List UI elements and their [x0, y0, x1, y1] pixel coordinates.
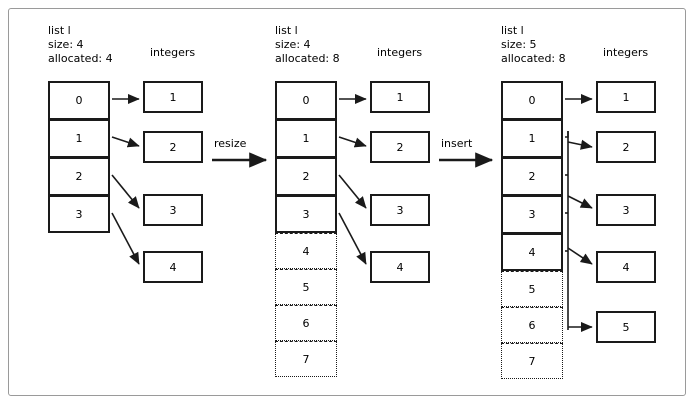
panel2-list-label: list l	[275, 24, 298, 37]
panel1-int-0: 1	[143, 81, 203, 113]
panel2-allocated-label: allocated: 8	[275, 52, 340, 65]
panel2-int-2: 3	[370, 194, 430, 226]
panel1-int-3: 4	[143, 251, 203, 283]
panel3-int-2: 3	[596, 194, 656, 226]
panel3-free-slot-6: 6	[501, 307, 563, 343]
panel1-integers-label: integers	[150, 46, 196, 59]
panel2-slot-3: 3	[275, 195, 337, 233]
panel2-slot-2: 2	[275, 157, 337, 195]
panel3-slot-2: 2	[501, 157, 563, 195]
panel3-slot-4: 4	[501, 233, 563, 271]
operation-resize-label: resize	[214, 137, 247, 150]
panel2-slot-1: 1	[275, 119, 337, 157]
panel3-slot-0: 0	[501, 81, 563, 119]
panel2-free-slot-7: 7	[275, 341, 337, 377]
panel1-list-label: list l	[48, 24, 71, 37]
panel1-slot-1: 1	[48, 119, 110, 157]
panel3-int-3: 4	[596, 251, 656, 283]
panel3-int-4: 5	[596, 311, 656, 343]
panel1-slot-0: 0	[48, 81, 110, 119]
panel2-int-3: 4	[370, 251, 430, 283]
panel2-free-slot-5: 5	[275, 269, 337, 305]
panel2-size-label: size: 4	[275, 38, 311, 51]
panel3-free-slot-5: 5	[501, 271, 563, 307]
panel2-integers-label: integers	[377, 46, 423, 59]
panel3-slot-3: 3	[501, 195, 563, 233]
panel1-int-1: 2	[143, 131, 203, 163]
panel1-slot-2: 2	[48, 157, 110, 195]
panel3-int-0: 1	[596, 81, 656, 113]
panel3-list-label: list l	[501, 24, 524, 37]
panel3-integers-label: integers	[603, 46, 649, 59]
panel1-slot-3: 3	[48, 195, 110, 233]
panel3-size-label: size: 5	[501, 38, 537, 51]
panel3-free-slot-7: 7	[501, 343, 563, 379]
panel2-slot-0: 0	[275, 81, 337, 119]
operation-insert-label: insert	[441, 137, 473, 150]
panel1-allocated-label: allocated: 4	[48, 52, 113, 65]
panel3-allocated-label: allocated: 8	[501, 52, 566, 65]
panel3-slot-1: 1	[501, 119, 563, 157]
panel2-int-0: 1	[370, 81, 430, 113]
panel2-int-1: 2	[370, 131, 430, 163]
panel1-int-2: 3	[143, 194, 203, 226]
panel3-int-1: 2	[596, 131, 656, 163]
panel1-size-label: size: 4	[48, 38, 84, 51]
panel2-free-slot-6: 6	[275, 305, 337, 341]
panel2-free-slot-4: 4	[275, 233, 337, 269]
